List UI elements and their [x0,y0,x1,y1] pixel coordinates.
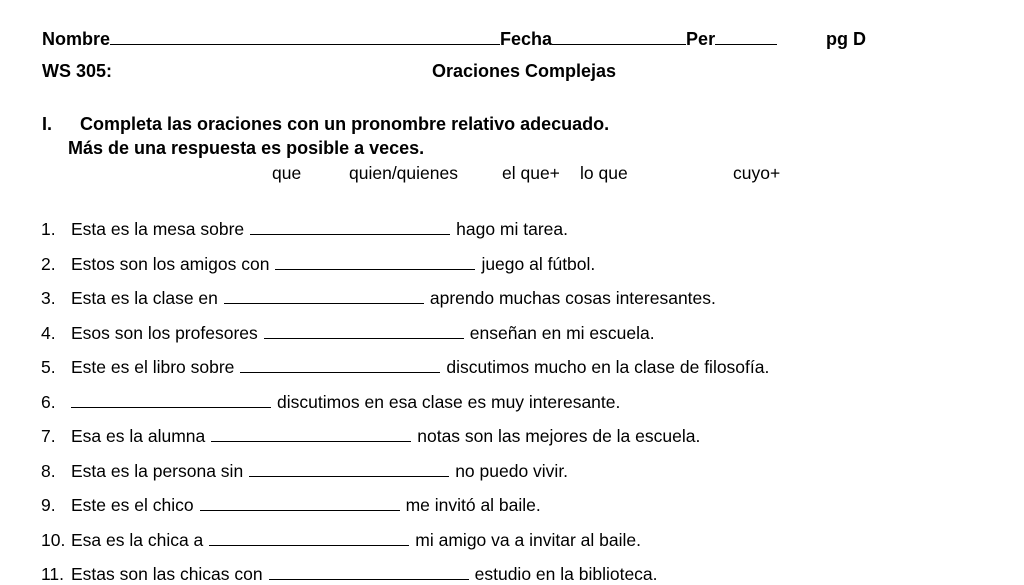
item-sentence [71,494,541,516]
answer-blank[interactable] [264,324,464,339]
sentence-start: Esa es la chica a [71,530,204,550]
answer-blank[interactable] [71,393,271,408]
date-label: Fecha [500,29,553,49]
date-blank [552,28,686,45]
sentence-end: discutimos en esa clase es muy interesante. [277,392,621,412]
item-number: 2. [41,254,56,274]
answer-blank[interactable] [200,496,400,511]
item-sentence [71,287,716,309]
answer-blank[interactable] [224,289,424,304]
item-sentence [71,253,595,275]
section-roman: I. [42,114,53,134]
sentence-start: Esa es la alumna [71,426,206,446]
sentence-end: notas son las mejores de la escuela. [417,426,701,446]
sentence-start: Este es el chico [71,495,194,515]
name-blank [110,28,500,45]
period-label: Per [686,29,716,49]
sentence-end: estudio en la biblioteca. [474,564,658,584]
word-bank-item: quien/quienes [349,163,458,183]
item-sentence [71,356,769,378]
answer-blank[interactable] [249,462,449,477]
answer-blank[interactable] [211,427,411,442]
sentence-end: no puedo vivir. [455,461,569,481]
answer-blank[interactable] [250,220,450,235]
name-label: Nombre [42,29,111,49]
item-number: 5. [41,357,56,377]
item-sentence [71,391,620,413]
sentence-start: Esta es la clase en [71,288,218,308]
sentence-end: aprendo muchas cosas interesantes. [429,288,716,308]
word-bank-item: que [272,163,302,183]
worksheet-title: Oraciones Complejas [432,61,617,81]
instruction-line-1: Completa las oraciones con un pronombre relativo adecuado. [80,114,610,134]
sentence-end: mi amigo va a invitar al baile. [415,530,641,550]
sentence-start: Estas son las chicas con [71,564,263,584]
item-number: 11. [41,564,65,584]
answer-blank[interactable] [269,565,469,580]
item-sentence [71,460,568,482]
item-number: 3. [41,288,56,308]
item-number: 6. [41,392,56,412]
sentence-end: me invitó al baile. [405,495,541,515]
item-sentence [71,322,655,344]
sentence-end: enseñan en mi escuela. [469,323,655,343]
answer-blank[interactable] [209,531,409,546]
sentence-start: Esos son los profesores [71,323,258,343]
instruction-line-2: Más de una respuesta es posible a veces. [68,138,425,158]
answer-blank[interactable] [240,358,440,373]
item-sentence [71,529,641,551]
sentence-start: Esta es la persona sin [71,461,244,481]
word-bank-item: el que+ [502,163,560,183]
item-number: 8. [41,461,56,481]
sentence-end: juego al fútbol. [481,254,596,274]
sentence-start: Este es el libro sobre [71,357,235,377]
sentence-end: hago mi tarea. [456,219,569,239]
item-number: 10. [41,530,66,550]
header-line [42,28,777,50]
word-bank-item: cuyo+ [733,163,781,183]
item-number: 7. [41,426,56,446]
page-label: pg D [826,29,866,49]
item-number: 9. [41,495,56,515]
period-blank [715,28,777,45]
sentence-end: discutimos mucho en la clase de filosofía. [446,357,770,377]
item-sentence [71,425,700,447]
word-bank-item: lo que [580,163,628,183]
answer-blank[interactable] [275,255,475,270]
sentence-start: Estos son los amigos con [71,254,270,274]
sentence-start: Esta es la mesa sobre [71,219,245,239]
item-number: 1. [41,219,56,239]
item-sentence [71,563,658,585]
worksheet-code: WS 305: [42,61,113,81]
item-sentence [71,218,568,240]
item-number: 4. [41,323,56,343]
